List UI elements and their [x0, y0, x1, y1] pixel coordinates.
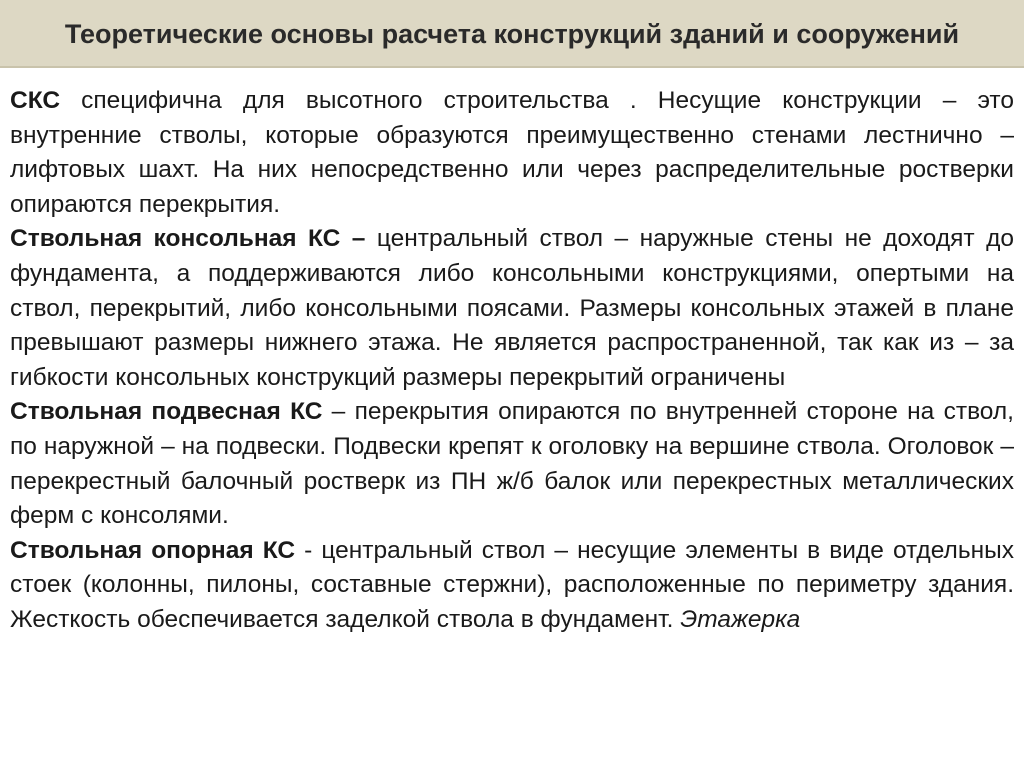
paragraph-text: - центральный ствол – несущие элементы в виде отдельных стоек (колонны, пилоны, составные стержни), расположенные по периметру здания. Жесткость обеспечивается заделкой ствола в фундамент. — [10, 536, 1014, 633]
paragraph-text: специфична для высотного строительства . Несущие конструкции – это внутренние стволы, которые образуются преимущественно стенами лестнично – лифтовых шахт. На них непосредственно или через распределительные ростверки опираются перекрытия. — [10, 87, 1014, 218]
term-suspended: Ствольная подвесная КС — [10, 398, 323, 426]
term-console: Ствольная консольная КС – — [10, 225, 366, 253]
slide-body — [10, 84, 1014, 638]
paragraph-suspended — [10, 395, 1014, 533]
term-support: Ствольная опорная КС — [10, 536, 296, 564]
paragraph-sks — [10, 84, 1014, 222]
term-sks: СКС — [10, 87, 61, 114]
paragraph-support — [10, 534, 1014, 638]
paragraph-console — [10, 222, 1014, 395]
slide-title: Теоретические основы расчета конструкций зданий и сооружений — [64, 19, 960, 49]
paragraph-text: центральный ствол – наружные стены не доходят до фундамента, а поддерживаются либо консольными конструкциями, опертыми на ствол, перекрытий, либо консольными поясами. Размеры консольных этажей в плане превышают размеры нижнего этажа. Не является распространенной, так как из – за гибкости консольных конструкций размеры перекрытий ограничены — [10, 225, 1014, 391]
paragraph-text: – перекрытия опираются по внутренней стороне на ствол, по наружной – на подвески. Подвески крепят к оголовку на вершине ствола. Оголовок – перекрестный балочный ростверк из ПН ж/б балок или перекрестных металлических ферм с консолями. — [10, 398, 1014, 530]
emphasis-etazherka: Этажерка — [680, 605, 801, 633]
title-bar — [0, 0, 1024, 68]
